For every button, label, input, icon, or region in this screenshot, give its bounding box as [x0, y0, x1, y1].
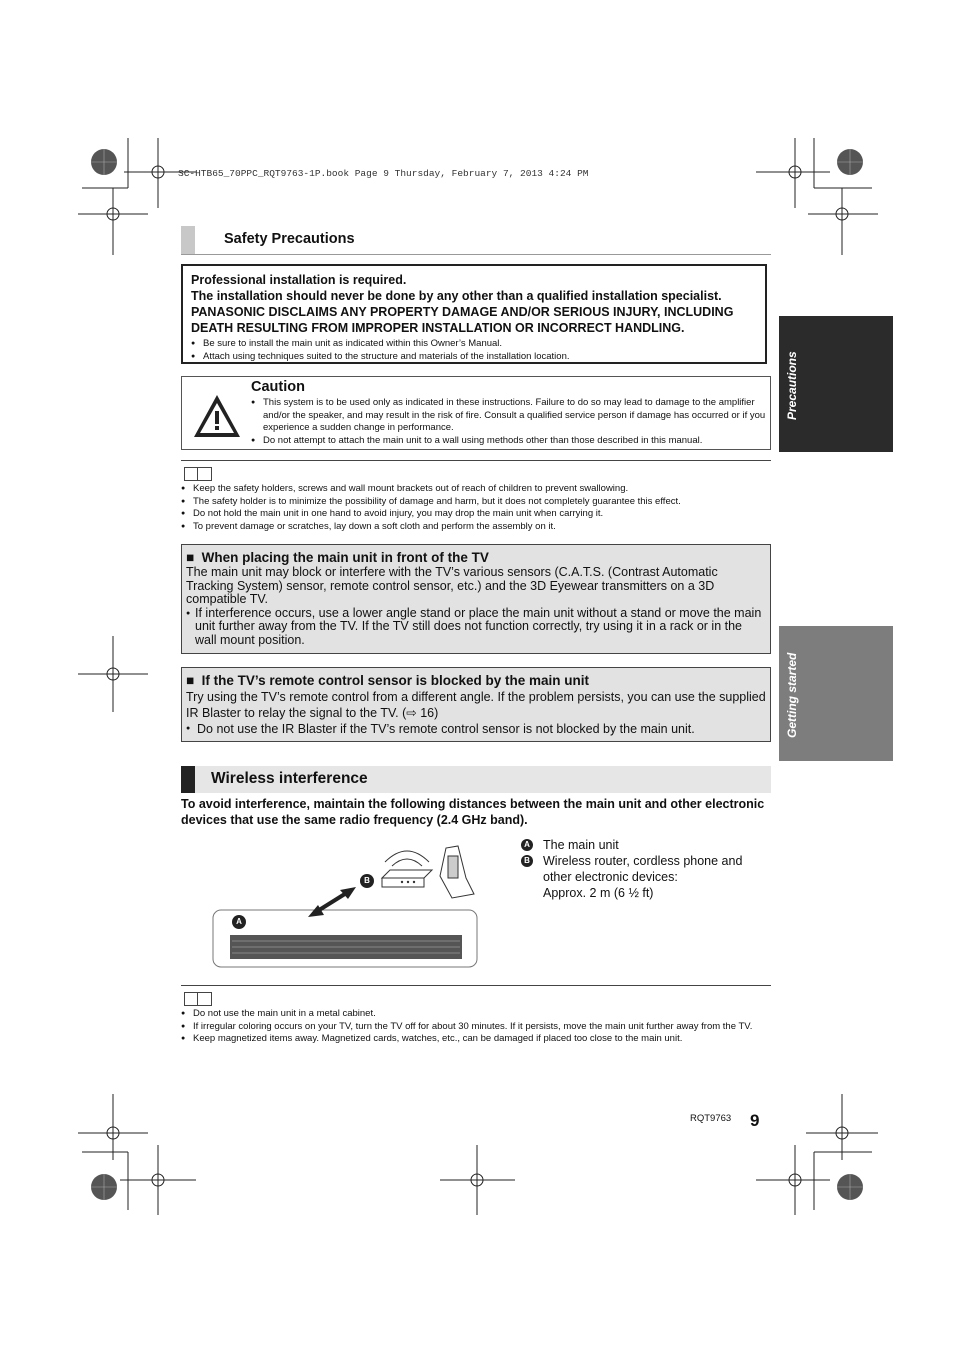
page-number: 9	[750, 1111, 760, 1130]
pro-install-line2: The installation should never be done by any other than a qualified installation specialist.	[191, 289, 722, 303]
safety-precautions-header	[181, 226, 771, 255]
router-icon	[382, 851, 432, 887]
legend-distance: Approx. 2 m (6 ½ ft)	[543, 886, 654, 900]
front-of-tv-title: When placing the main unit in front of the TV	[201, 550, 489, 565]
wireless-title: Wireless interference	[211, 770, 368, 787]
book-file-line: SC-HTB65_70PPC_RQT9763-1P.book Page 9 Thursday, February 7, 2013 4:24 PM	[178, 168, 589, 179]
caution-bullet: ● Do not attempt to attach the main unit to a wall using methods other than those described in this manual.	[251, 435, 767, 448]
legend-text-a: The main unit	[543, 838, 619, 852]
remote-sensor-box	[181, 667, 771, 742]
front-of-tv-heading	[186, 549, 766, 566]
remote-sensor-heading	[186, 672, 766, 689]
caution-title: Caution	[251, 379, 305, 395]
square-bullet-icon: ■	[186, 550, 202, 565]
wireless-distance-illustration	[212, 838, 482, 970]
safety-notes	[181, 460, 771, 533]
pro-install-bullet: ● Attach using techniques suited to the structure and materials of the installation location.	[191, 351, 757, 364]
front-of-tv-bullet: ● If interference occurs, use a lower angle stand or place the main unit without a stand or move the main unit further away from the TV. If the TV still does not function correctly, try using it in a rack or in the wall mount position.	[186, 607, 766, 648]
pro-install-line3: PANASONIC DISCLAIMS ANY PROPERTY DAMAGE AND/OR SERIOUS INJURY, INCLUDING DEATH RESULTING FROM IMPROPER INSTALLATION OR INCORRECT HANDLING.	[191, 305, 734, 335]
pro-install-bullet: ● Be sure to install the main unit as indicated within this Owner’s Manual.	[191, 338, 757, 351]
legend-marker-a: A	[521, 839, 533, 851]
label-b-marker: B	[360, 874, 374, 888]
note-book-icon	[184, 467, 212, 481]
section-marker	[181, 766, 195, 793]
document-code: RQT9763	[690, 1113, 732, 1124]
side-tab-precautions	[779, 316, 893, 452]
section-marker	[181, 226, 195, 254]
front-of-tv-box	[181, 544, 771, 654]
safety-note: ● Do not hold the main unit in one hand to avoid injury, you may drop the main unit when carrying it.	[181, 508, 771, 521]
cordless-phone-icon	[440, 846, 474, 898]
caution-box	[181, 376, 771, 450]
wireless-notes	[181, 985, 771, 1046]
legend-item-b	[520, 853, 770, 901]
label-a-marker: A	[232, 915, 246, 929]
caution-bullet: ● This system is to be used only as indicated in these instructions. Failure to do so may lead to damage to the amplifier and/or the speaker, and may result in the risk of fire. Consult a qualified service person if damage has occurred or if you experience a sudden change in performance.	[251, 397, 767, 435]
square-bullet-icon: ■	[186, 673, 202, 688]
safety-note: ● Keep the safety holders, screws and wall mount brackets out of reach of children to prevent swallowing.	[181, 483, 771, 496]
professional-installation-box	[181, 264, 767, 364]
warning-triangle-icon	[192, 393, 242, 439]
wireless-legend	[520, 837, 770, 901]
safety-note: ● The safety holder is to minimize the possibility of damage and harm, but it does not completely guarantee this effect.	[181, 496, 771, 509]
wireless-interference-header	[181, 766, 771, 793]
legend-text-b: Wireless router, cordless phone and other electronic devices:	[543, 854, 743, 884]
safety-note: ● To prevent damage or scratches, lay down a soft cloth and perform the assembly on it.	[181, 521, 771, 534]
note-book-icon	[184, 992, 212, 1006]
legend-marker-b: B	[521, 855, 533, 867]
side-tab-getting-started	[779, 626, 893, 761]
remote-sensor-paragraph: Try using the TV’s remote control from a different angle. If the problem persists, you can use the supplied IR Blaster to relay the signal to the TV. (⇨ 16)	[186, 690, 766, 720]
side-tab-precautions-label: Precautions	[785, 351, 799, 420]
section-title: Safety Precautions	[224, 231, 355, 247]
pro-install-line1: Professional installation is required.	[191, 273, 407, 287]
wireless-note: ● Do not use the main unit in a metal cabinet.	[181, 1008, 771, 1021]
front-of-tv-paragraph: The main unit may block or interfere with the TV’s various sensors (C.A.T.S. (Contrast Automatic Tracking System) sensor, remote control sensor, etc.) and the 3D Eyewear transmitters on a 3D compatible TV.	[186, 565, 718, 606]
remote-sensor-bullet: ● Do not use the IR Blaster if the TV’s remote control sensor is not blocked by the main unit.	[186, 721, 766, 737]
legend-item-a	[520, 837, 770, 853]
wireless-note: ● If irregular coloring occurs on your TV, turn the TV off for about 30 minutes. If it persists, move the main unit further away from the TV.	[181, 1021, 771, 1034]
remote-sensor-title: If the TV’s remote control sensor is blocked by the main unit	[201, 673, 589, 688]
side-tab-getting-started-label: Getting started	[785, 652, 799, 738]
wireless-note: ● Keep magnetized items away. Magnetized cards, watches, etc., can be damaged if placed too close to the main unit.	[181, 1033, 771, 1046]
wireless-intro: To avoid interference, maintain the following distances between the main unit and other electronic devices that use the same radio frequency (2.4 GHz band).	[181, 797, 765, 827]
